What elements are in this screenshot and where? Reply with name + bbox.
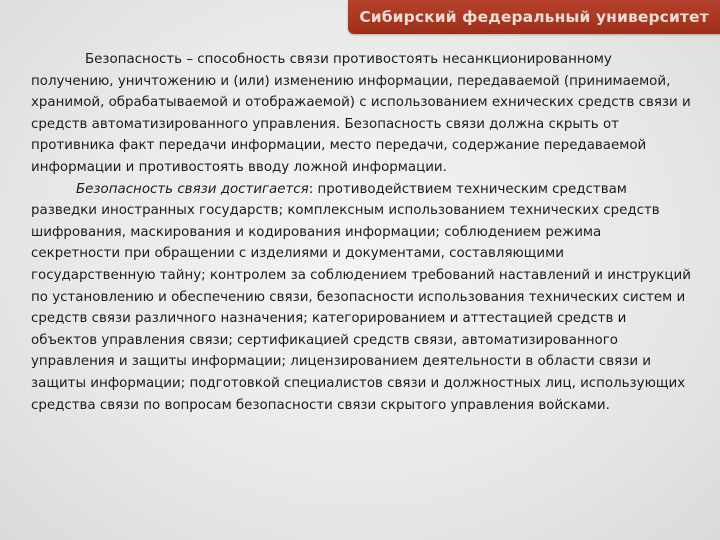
university-header-badge	[348, 0, 720, 34]
definition-term: Безопасность	[85, 52, 183, 67]
paragraph-definition	[31, 49, 691, 179]
measures-text: : противодействием техническим средствам разведки иностранных государств; комплексным использованием технических средств шифрования, маскирования и кодирования информации; соблюдением режима секретности при обращении с изделиями и документами, составляющими государственную тайну; контролем за соблюдением требований наставлений и инструкций по установлению и обеспечению связи, безопасности использования технических систем и средств связи различного назначения; категорированием и аттестацией средств и объектов управления связи; сертификацией средств связи, автоматизированного управления и защиты информации; лицензированием деятельности в области связи и защиты информации; подготовкой специалистов связи и должностных лиц, использующих средства связи по вопросам безопасности связи скрытого управления войсками.	[31, 181, 691, 413]
university-name: Сибирский федеральный университет	[359, 8, 709, 26]
measures-lead: Безопасность связи достигается	[76, 181, 309, 197]
paragraph-measures	[31, 179, 691, 417]
document-body	[31, 49, 691, 416]
definition-text: – способность связи противостоять несанкционированному получению, уничтожению и (или) изменению информации, передаваемой (принимаемой, хранимой, обрабатываемой и отображаемой) с использованием ехнических средств связи и средств автоматизированного управления. Безопасность связи должна скрыть от противника факт передачи информации, место передачи, содержание передаваемой информации и противостоять вводу ложной информации.	[31, 52, 691, 175]
